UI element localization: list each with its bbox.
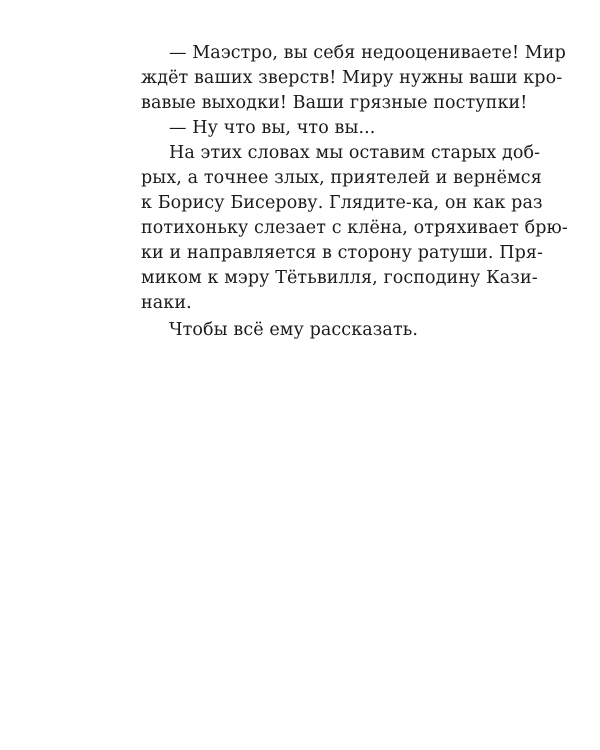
paragraph-2 [141,116,501,141]
page-text [141,41,568,343]
paragraph-4 [141,318,501,343]
text-line: миком к мэру Тётьвилля, господину Кази- [141,268,538,288]
text-line: — Ну что вы, что вы... [169,118,376,138]
text-line: к Борису Бисерову. Глядите-ка, он как раз [141,193,543,213]
paragraph-1 [141,41,566,116]
text-line: потихоньку слезает с клёна, отряхивает брю- [141,218,568,238]
text-line: наки. [141,293,192,313]
text-line: ждёт ваших зверств! Миру нужны ваши кро- [141,68,563,88]
text-line: На этих словах мы оставим старых доб- [169,143,541,163]
paragraph-3 [141,141,568,316]
text-line: — Маэстро, вы себя недооцениваете! Мир [169,43,566,63]
text-line: рых, а точнее злых, приятелей и вернёмся [141,168,542,188]
text-line: вавые выходки! Ваши грязные поступки! [141,93,528,113]
text-line: ки и направляется в сторону ратуши. Пря- [141,243,544,263]
text-line: Чтобы всё ему рассказать. [169,320,419,340]
